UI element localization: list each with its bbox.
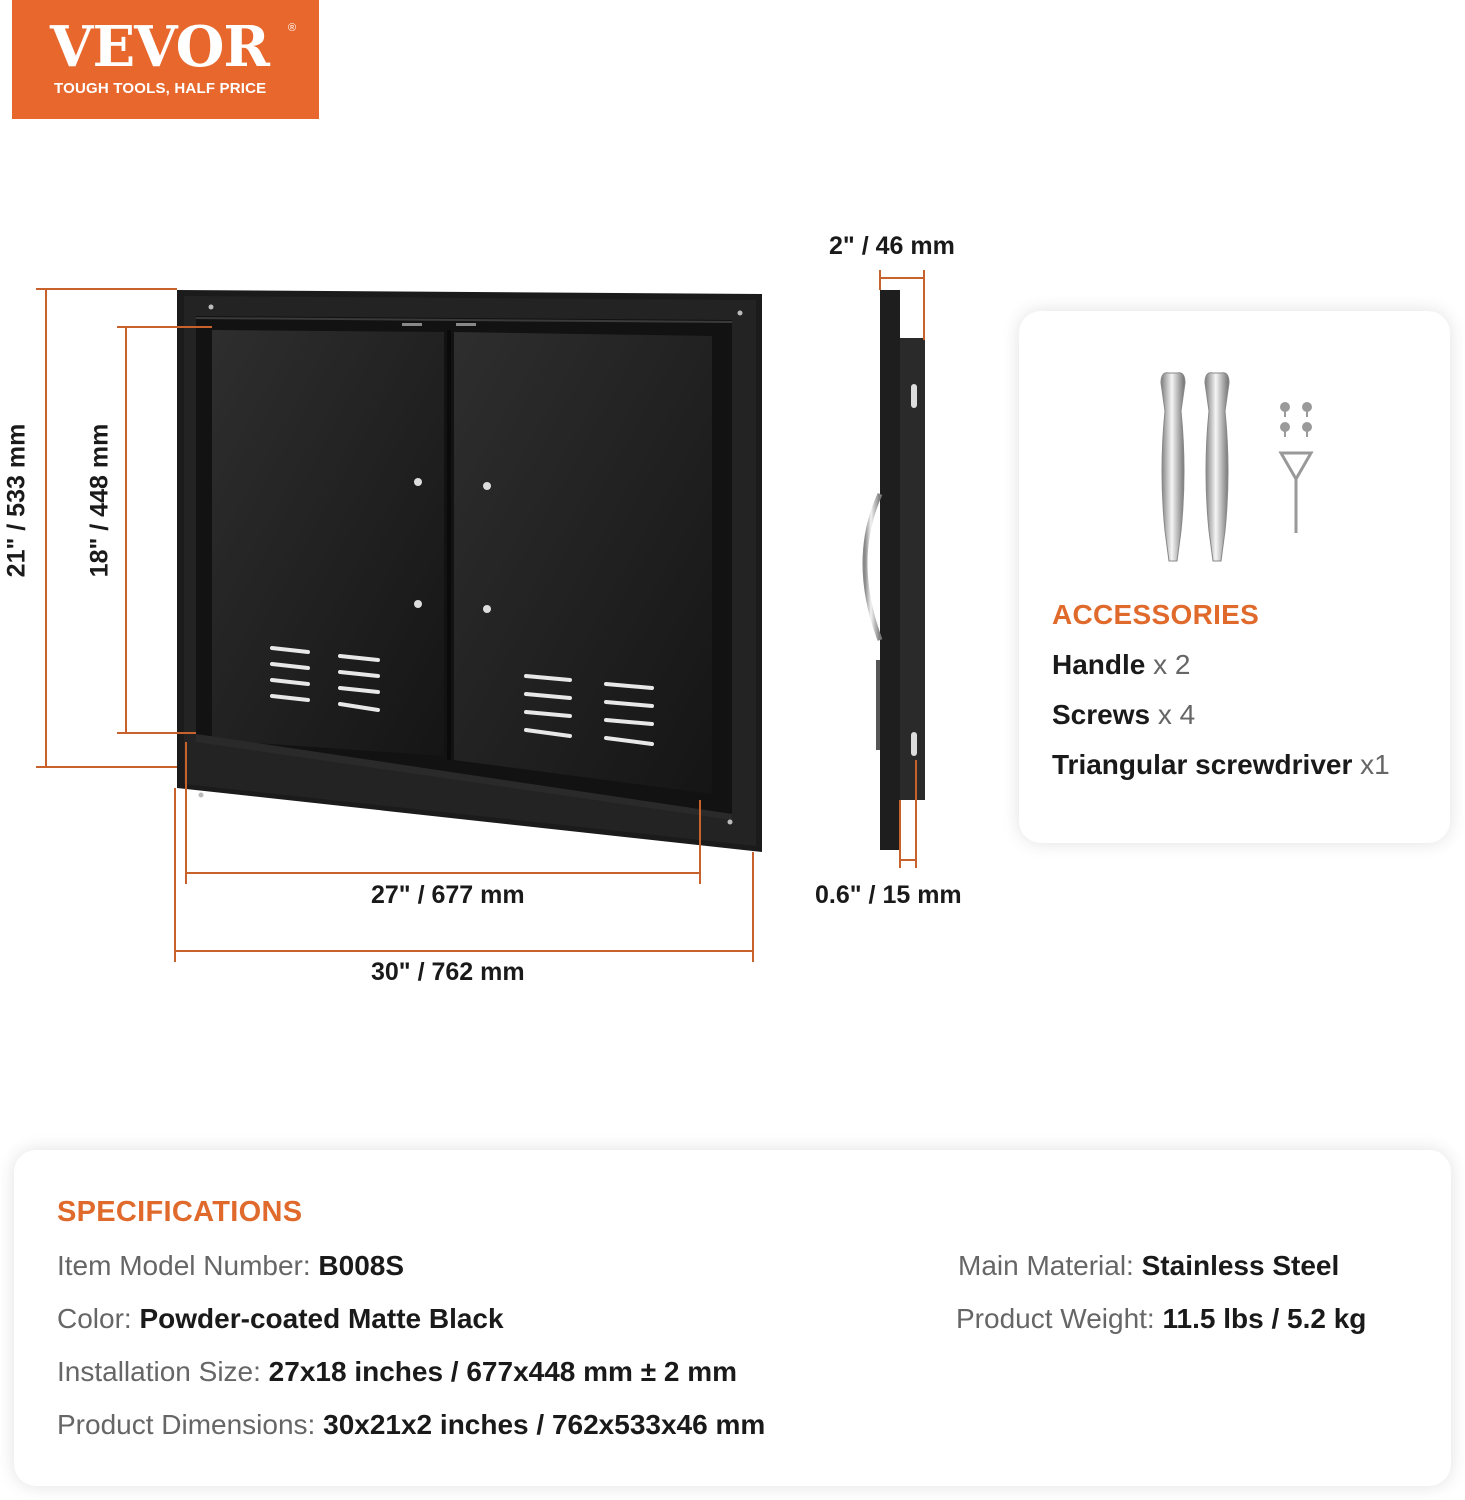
spec-product-dimensions: [57, 1409, 765, 1441]
spec-label: Item Model Number:: [57, 1250, 311, 1281]
accessories-illustration: [1019, 311, 1450, 571]
screws-icon: [1280, 402, 1312, 437]
dim-width-inner: 27" / 677 mm: [371, 881, 525, 909]
accessory-item: [1052, 649, 1191, 681]
accessory-qty: x 2: [1153, 649, 1191, 680]
specifications-card: [14, 1150, 1451, 1486]
spec-label: Installation Size:: [57, 1356, 261, 1387]
accessory-item: [1052, 749, 1390, 781]
spec-value: 27x18 inches / 677x448 mm ± 2 mm: [268, 1356, 738, 1387]
spec-label: Main Material:: [958, 1250, 1134, 1281]
accessory-qty: x1: [1360, 749, 1390, 780]
dim-flange: 0.6" / 15 mm: [815, 881, 962, 909]
handle-icon: [1161, 373, 1229, 561]
spec-value: 11.5 lbs / 5.2 kg: [1162, 1303, 1367, 1334]
spec-value: 30x21x2 inches / 762x533x46 mm: [323, 1409, 766, 1440]
spec-material: [958, 1250, 1339, 1282]
spec-label: Product Weight:: [956, 1303, 1155, 1334]
accessory-name: Handle: [1052, 649, 1146, 680]
dim-height-outer: 21" / 533 mm: [2, 423, 31, 578]
accessory-item: [1052, 699, 1195, 731]
spec-label: Color:: [57, 1303, 132, 1334]
door-illustration: [0, 0, 1010, 1010]
product-dimension-diagram: [0, 0, 1010, 1010]
spec-label: Product Dimensions:: [57, 1409, 316, 1440]
screwdriver-icon: [1281, 453, 1311, 533]
accessory-qty: x 4: [1157, 699, 1196, 730]
accessories-title: ACCESSORIES: [1052, 599, 1260, 630]
spec-value: B008S: [318, 1250, 405, 1281]
door-frame: [177, 290, 762, 852]
accessories-card: [1019, 311, 1450, 843]
spec-value: Stainless Steel: [1141, 1250, 1340, 1281]
dim-width-outer: 30" / 762 mm: [371, 958, 525, 986]
spec-color: [57, 1303, 504, 1335]
spec-value: Powder-coated Matte Black: [139, 1303, 504, 1334]
registered-mark: ®: [288, 22, 297, 34]
spec-installation-size: [57, 1356, 737, 1388]
accessory-name: Triangular screwdriver: [1052, 749, 1353, 780]
spec-weight: [956, 1303, 1366, 1335]
spec-model: [57, 1250, 404, 1282]
dim-depth: 2" / 46 mm: [829, 232, 955, 260]
brand-name: VEVOR: [50, 14, 269, 80]
specifications-title: SPECIFICATIONS: [57, 1196, 303, 1228]
accessory-name: Screws: [1052, 699, 1151, 730]
dim-height-inner: 18" / 448 mm: [85, 423, 114, 578]
brand-tagline: TOUGH TOOLS, HALF PRICE: [54, 80, 267, 97]
